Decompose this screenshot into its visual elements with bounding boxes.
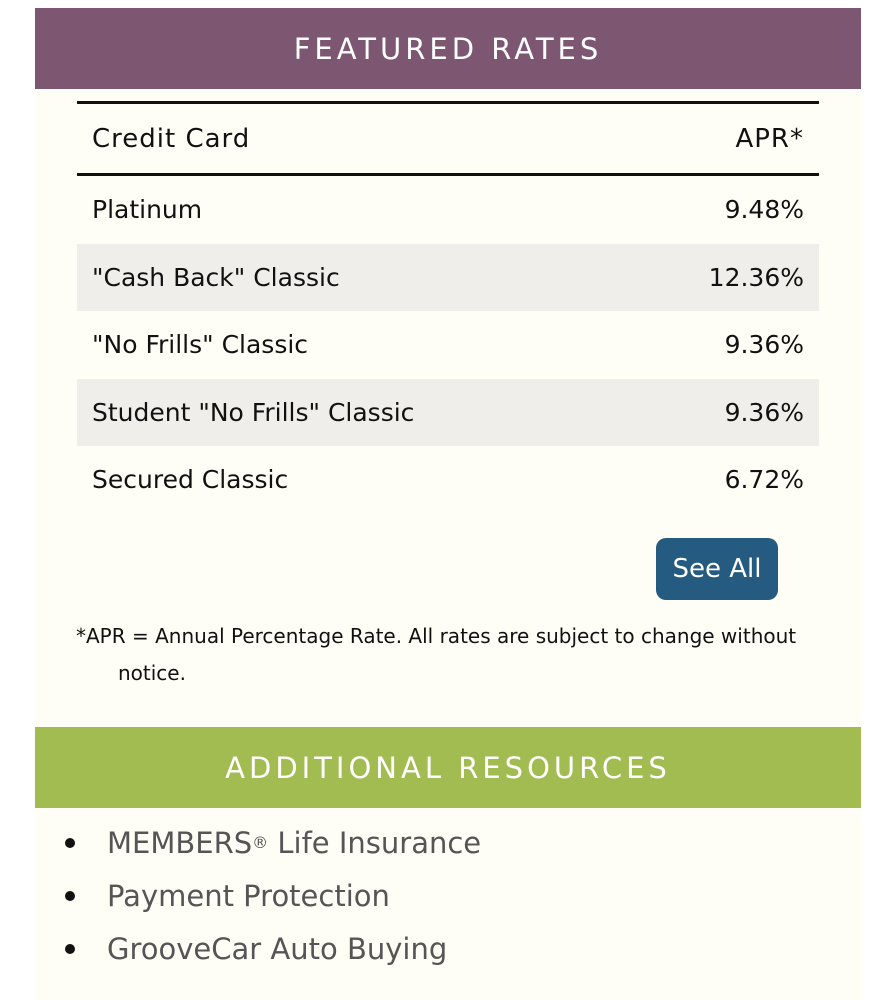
resources-list xyxy=(65,816,481,975)
bullet-icon xyxy=(65,944,75,954)
card-name: "No Frills" Classic xyxy=(92,330,309,360)
table-header xyxy=(77,103,819,175)
apr-value: 9.36% xyxy=(724,330,804,360)
link-text: GrooveCar Auto Buying xyxy=(107,931,448,966)
apr-value: 9.48% xyxy=(724,195,804,225)
table-row xyxy=(77,379,819,447)
bullet-icon xyxy=(65,891,75,901)
registered-mark: ® xyxy=(252,833,269,852)
table-row xyxy=(77,244,819,312)
see-all-button[interactable]: See All xyxy=(656,538,778,600)
additional-resources-header: ADDITIONAL RESOURCES xyxy=(35,727,861,808)
table-row xyxy=(77,175,819,244)
link-text: Payment Protection xyxy=(107,878,390,913)
column-apr: APR* xyxy=(624,103,819,175)
link-text: Life Insurance xyxy=(268,825,482,860)
apr-value: 9.36% xyxy=(624,379,819,447)
table-row xyxy=(77,446,819,514)
apr-footnote: *APR = Annual Percentage Rate. All rates are subject to change without notice. xyxy=(76,624,797,685)
table-row xyxy=(77,311,819,379)
column-credit-card: Credit Card xyxy=(77,103,624,175)
apr-value: 6.72% xyxy=(724,465,804,495)
card-name: Platinum xyxy=(92,195,203,225)
resource-link-groovecar[interactable] xyxy=(65,922,481,975)
featured-rates-header: FEATURED RATES xyxy=(35,8,861,89)
resource-link-life-insurance[interactable] xyxy=(65,816,481,869)
resource-link-payment-protection[interactable] xyxy=(65,869,481,922)
card-name: Secured Classic xyxy=(92,465,289,495)
bullet-icon xyxy=(65,838,75,848)
apr-value: 12.36% xyxy=(624,244,819,312)
card-name: Student "No Frills" Classic xyxy=(77,379,624,447)
rates-table xyxy=(77,101,819,514)
link-text: MEMBERS xyxy=(107,825,253,860)
rates-panel xyxy=(35,8,861,1000)
card-name: "Cash Back" Classic xyxy=(77,244,624,312)
